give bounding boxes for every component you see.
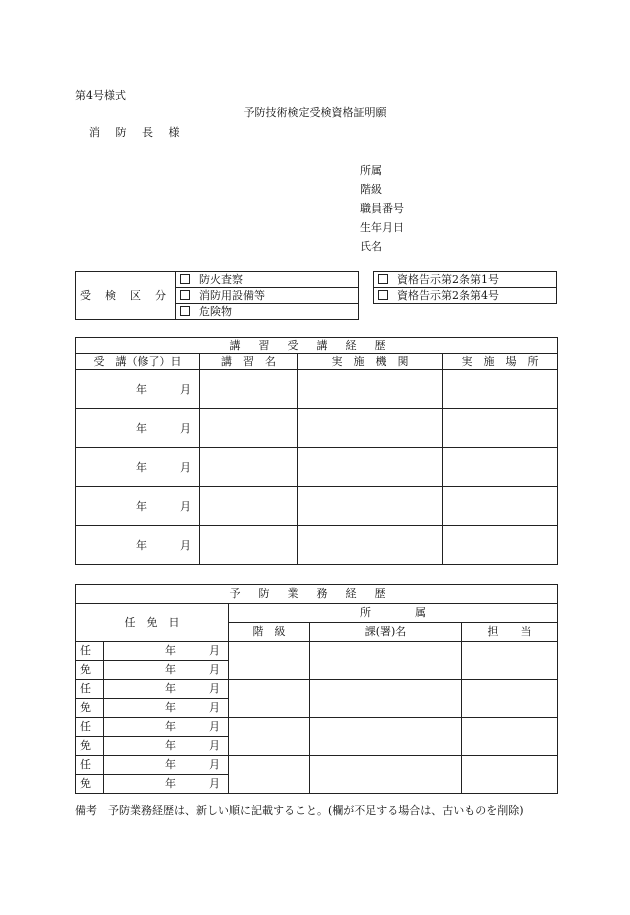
exam-category-label: 受検区分 — [76, 272, 176, 320]
appoint-label: 任 — [76, 718, 104, 737]
course-date[interactable]: 年 月 — [76, 409, 200, 448]
rank-cell[interactable] — [229, 718, 310, 756]
section-cell[interactable] — [310, 680, 462, 718]
course-date[interactable]: 年 月 — [76, 487, 200, 526]
column-header-venue: 実 施 場 所 — [443, 354, 558, 370]
appoint-date[interactable]: 年 月 — [104, 642, 229, 661]
institution-cell[interactable] — [298, 487, 443, 526]
charge-cell[interactable] — [462, 642, 558, 680]
dismiss-label: 免 — [76, 737, 104, 756]
exam-category-table — [75, 271, 359, 320]
venue-cell[interactable] — [443, 370, 558, 409]
affiliation-header: 所 属 — [229, 604, 558, 623]
course-name-cell[interactable] — [200, 487, 298, 526]
course-history-title: 講習受講経歴 — [76, 338, 558, 354]
exam-option-hazardous-materials[interactable]: 危険物 — [176, 304, 359, 320]
section-cell[interactable] — [310, 642, 462, 680]
course-history-table — [75, 337, 558, 565]
course-name-cell[interactable] — [200, 370, 298, 409]
name-label: 氏名 — [360, 240, 382, 253]
qualification-table — [373, 271, 557, 304]
column-header-course-name: 講 習 名 — [200, 354, 298, 370]
table-row — [76, 526, 558, 565]
table-row — [76, 448, 558, 487]
appoint-date[interactable]: 年 月 — [104, 680, 229, 699]
course-name-cell[interactable] — [200, 448, 298, 487]
exam-option-fire-inspection[interactable]: 防火査察 — [176, 272, 359, 288]
appoint-date[interactable]: 年 月 — [104, 718, 229, 737]
dismiss-date[interactable]: 年 月 — [104, 661, 229, 680]
addressee: 消 防 長 様 — [89, 126, 186, 139]
appoint-label: 任 — [76, 756, 104, 775]
course-date[interactable]: 年 月 — [76, 448, 200, 487]
course-date[interactable]: 年 月 — [76, 526, 200, 565]
appointment-date-header: 任 免 日 — [76, 604, 229, 642]
course-date[interactable]: 年 月 — [76, 370, 200, 409]
institution-cell[interactable] — [298, 526, 443, 565]
appoint-label: 任 — [76, 680, 104, 699]
staff-number-label: 職員番号 — [360, 202, 404, 215]
venue-cell[interactable] — [443, 448, 558, 487]
duty-history-table — [75, 584, 558, 794]
table-row — [76, 718, 558, 737]
dismiss-date[interactable]: 年 月 — [104, 699, 229, 718]
form-number: 第4号様式 — [75, 89, 126, 102]
charge-cell[interactable] — [462, 756, 558, 794]
institution-cell[interactable] — [298, 370, 443, 409]
duty-history-title: 予防業務経歴 — [76, 585, 558, 604]
qualification-option-4[interactable]: 資格告示第2条第4号 — [374, 288, 557, 304]
column-header-section: 課(署)名 — [310, 623, 462, 642]
charge-cell[interactable] — [462, 680, 558, 718]
dismiss-date[interactable]: 年 月 — [104, 775, 229, 794]
dismiss-label: 免 — [76, 699, 104, 718]
qualification-option-1[interactable]: 資格告示第2条第1号 — [374, 272, 557, 288]
rank-label: 階級 — [360, 183, 382, 196]
birth-date-label: 生年月日 — [360, 221, 404, 234]
section-cell[interactable] — [310, 756, 462, 794]
applicant-fields — [360, 161, 404, 256]
affiliation-label: 所属 — [360, 164, 382, 177]
table-row — [76, 680, 558, 699]
column-header-rank: 階 級 — [229, 623, 310, 642]
checkbox-icon[interactable] — [180, 306, 190, 316]
venue-cell[interactable] — [443, 526, 558, 565]
dismiss-label: 免 — [76, 661, 104, 680]
rank-cell[interactable] — [229, 642, 310, 680]
column-header-institution: 実 施 機 関 — [298, 354, 443, 370]
column-header-charge: 担 当 — [462, 623, 558, 642]
checkbox-icon[interactable] — [180, 290, 190, 300]
table-row — [76, 756, 558, 775]
appoint-label: 任 — [76, 642, 104, 661]
checkbox-icon[interactable] — [378, 274, 388, 284]
dismiss-label: 免 — [76, 775, 104, 794]
charge-cell[interactable] — [462, 718, 558, 756]
table-row — [76, 487, 558, 526]
checkbox-icon[interactable] — [378, 290, 388, 300]
rank-cell[interactable] — [229, 680, 310, 718]
section-cell[interactable] — [310, 718, 462, 756]
checkbox-icon[interactable] — [180, 274, 190, 284]
appoint-date[interactable]: 年 月 — [104, 756, 229, 775]
institution-cell[interactable] — [298, 448, 443, 487]
rank-cell[interactable] — [229, 756, 310, 794]
institution-cell[interactable] — [298, 409, 443, 448]
course-name-cell[interactable] — [200, 526, 298, 565]
table-row — [76, 642, 558, 661]
venue-cell[interactable] — [443, 487, 558, 526]
exam-option-fire-equipment[interactable]: 消防用設備等 — [176, 288, 359, 304]
column-header-date: 受 講（修了）日 — [76, 354, 200, 370]
remarks-note: 備考 予防業務経歴は、新しい順に記載すること。(欄が不足する場合は、古いものを削除) — [75, 804, 524, 817]
table-row — [76, 409, 558, 448]
venue-cell[interactable] — [443, 409, 558, 448]
course-name-cell[interactable] — [200, 409, 298, 448]
table-row — [76, 370, 558, 409]
page-title: 予防技術検定受検資格証明願 — [243, 106, 387, 119]
dismiss-date[interactable]: 年 月 — [104, 737, 229, 756]
